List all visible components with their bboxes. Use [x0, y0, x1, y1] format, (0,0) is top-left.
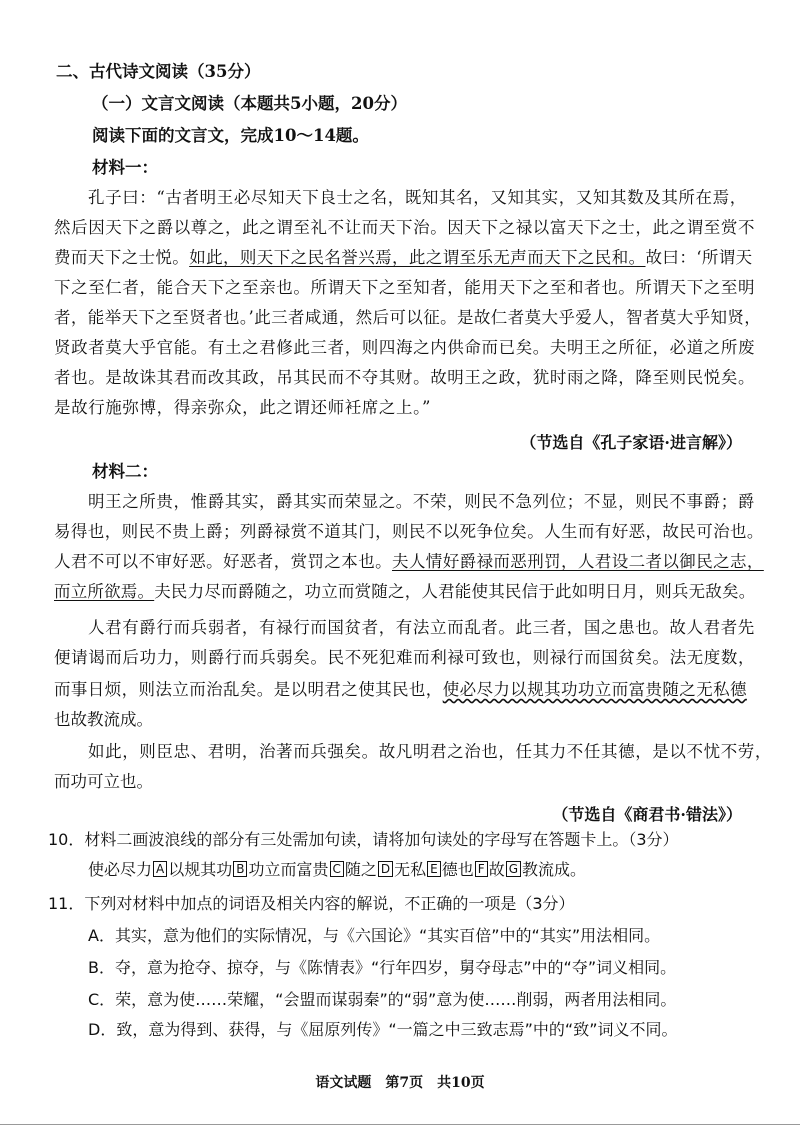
material2-line — [54, 680, 747, 700]
material1-line — [54, 248, 753, 268]
bottom-divider — [0, 1124, 800, 1125]
material2-source: （节选自《商君书·错法》） — [552, 805, 742, 824]
text-span: 费而天下之士悦。 — [54, 248, 190, 267]
segment: 故 — [488, 860, 505, 879]
segment: 无私 — [394, 860, 427, 879]
marker-box-a: A — [153, 861, 167, 877]
marker-box-e: E — [427, 861, 441, 877]
marker-box-g: G — [506, 861, 521, 877]
underlined-sentence: 如此，则天下之民名誉兴焉，此之谓至乐无声而天下之民和。 — [189, 248, 646, 267]
material2-line: 如此，则臣忠、君明，治著而兵强矣。故凡明君之治也，任其力不任其德，是以不忧不劳， — [88, 742, 772, 761]
material2-line — [54, 552, 764, 572]
page-footer: 语文试题 第7页 共10页 — [315, 1075, 485, 1091]
material1-line: 者也。是故诛其君而改其政，吊其民而不夺其财。故明王之政，犹时雨之降，降至则民悦矣。 — [54, 368, 756, 387]
subsection-title: （一）文言文阅读（本题共5小题，20分） — [92, 94, 407, 113]
segment: 使必尽力 — [88, 860, 153, 879]
material2-line — [54, 582, 755, 602]
option-d: D．致，意为得到、获得，与《屈原列传》“一篇之中三致志焉”中的“致”词义不同。 — [88, 1020, 678, 1039]
question-11-stem: 11．下列对材料中加点的词语及相关内容的解说，不正确的一项是（3分） — [48, 894, 575, 913]
text-span: 而事日烦，则法立而治乱矣。是以明君之使其民也， — [54, 680, 443, 699]
material2-line: 明王之所贵，惟爵其实，爵其实而荣显之。不荣，则民不急列位；不显，则民不事爵；爵 — [88, 492, 755, 511]
text-span: 人君不可以不审好恶。好恶者，赏罚之本也。 — [54, 552, 392, 571]
section-title: 二、古代诗文阅读（35分） — [56, 62, 261, 81]
material2-line: 便请谒而后功力，则爵行而兵弱矣。民不死犯难而利禄可致也，则禄行而国贫矣。法无度数， — [54, 648, 756, 667]
material1-line: 贤政者莫大乎官能。有土之君修此三者，则四海之内供命而已矣。夫明王之所征，必道之所废 — [54, 338, 756, 357]
option-b: B．夺，意为抢夺、掠夺，与《陈情表》“行年四岁，舅夺母志”中的“夺”词义相同。 — [88, 958, 677, 977]
material1-line: 孔子曰：“古者明王必尽知天下良士之名，既知其名，又知其实，又知其数及其所在焉， — [88, 188, 747, 207]
marker-box-c: C — [330, 861, 344, 877]
material1-line: 是故行施弥博，得亲弥众，此之谓还师衽席之上。” — [54, 398, 431, 417]
segment: 以规其功 — [168, 860, 233, 879]
material2-line: 也故教流成。 — [54, 710, 153, 729]
segment: 随之 — [344, 860, 377, 879]
underlined-sentence: 夫人情好爵禄而恶刑罚，人君设二者以御民之志， — [392, 552, 764, 571]
segment: 功立而富贵 — [248, 860, 329, 879]
instruction: 阅读下面的文言文，完成10～14题。 — [92, 126, 369, 145]
text-span: 夫民力尽而爵随之，功立而赏随之，人君能使其民信于此如明日月，则兵无敌矣。 — [154, 582, 756, 601]
option-a: A．其实，意为他们的实际情况，与《六国论》“其实百倍”中的“其实”用法相同。 — [88, 926, 661, 945]
marker-box-f: F — [475, 861, 488, 877]
material1-line: 然后因天下之爵以尊之，此之谓至礼不让而天下治。因天下之禄以富天下之士，此之谓至赏不 — [54, 218, 756, 237]
material1-line: 者，能举天下之至贤者也。’此三者咸通，然后可以征。是故仁者莫大乎爱人，智者莫大乎知贤， — [54, 308, 762, 327]
material1-line: 下之至仁者，能合天下之至亲也。所谓天下之至知者，能用天下之至和者也。所谓天下之至明 — [54, 278, 756, 297]
marker-box-b: B — [233, 861, 247, 877]
question-10-stem: 10．材料二画波浪线的部分有三处需加句读，请将加句读处的字母写在答题卡上。（3分） — [48, 830, 679, 849]
question-10-passage — [88, 860, 586, 880]
underlined-sentence: 而立所欲焉。 — [54, 582, 155, 601]
option-c: C．荣，意为使……荣耀，“会盟而谋弱秦”的“弱”意为使……削弱，两者用法相同。 — [88, 990, 677, 1009]
material1-label: 材料一： — [92, 158, 158, 177]
text-span: 故曰：‘所谓天 — [645, 248, 753, 267]
wavy-underlined-passage: 使必尽力以规其功功立而富贵随之无私德 — [442, 680, 747, 699]
segment: 教流成。 — [522, 860, 587, 879]
marker-box-d: D — [378, 861, 393, 877]
material1-source: （节选自《孔子家语·进言解》） — [520, 433, 742, 452]
segment: 德也 — [441, 860, 474, 879]
material2-line: 易得也，则民不贵上爵；列爵禄赏不道其门，则民不以死争位矣。人生而有好恶，故民可治也。 — [54, 522, 764, 541]
material2-line: 而功可立也。 — [54, 772, 153, 791]
material2-line: 人君有爵行而兵弱者，有禄行而国贫者，有法立而乱者。此三者，国之患也。故人君者先 — [88, 618, 755, 637]
material2-label: 材料二： — [92, 462, 158, 481]
